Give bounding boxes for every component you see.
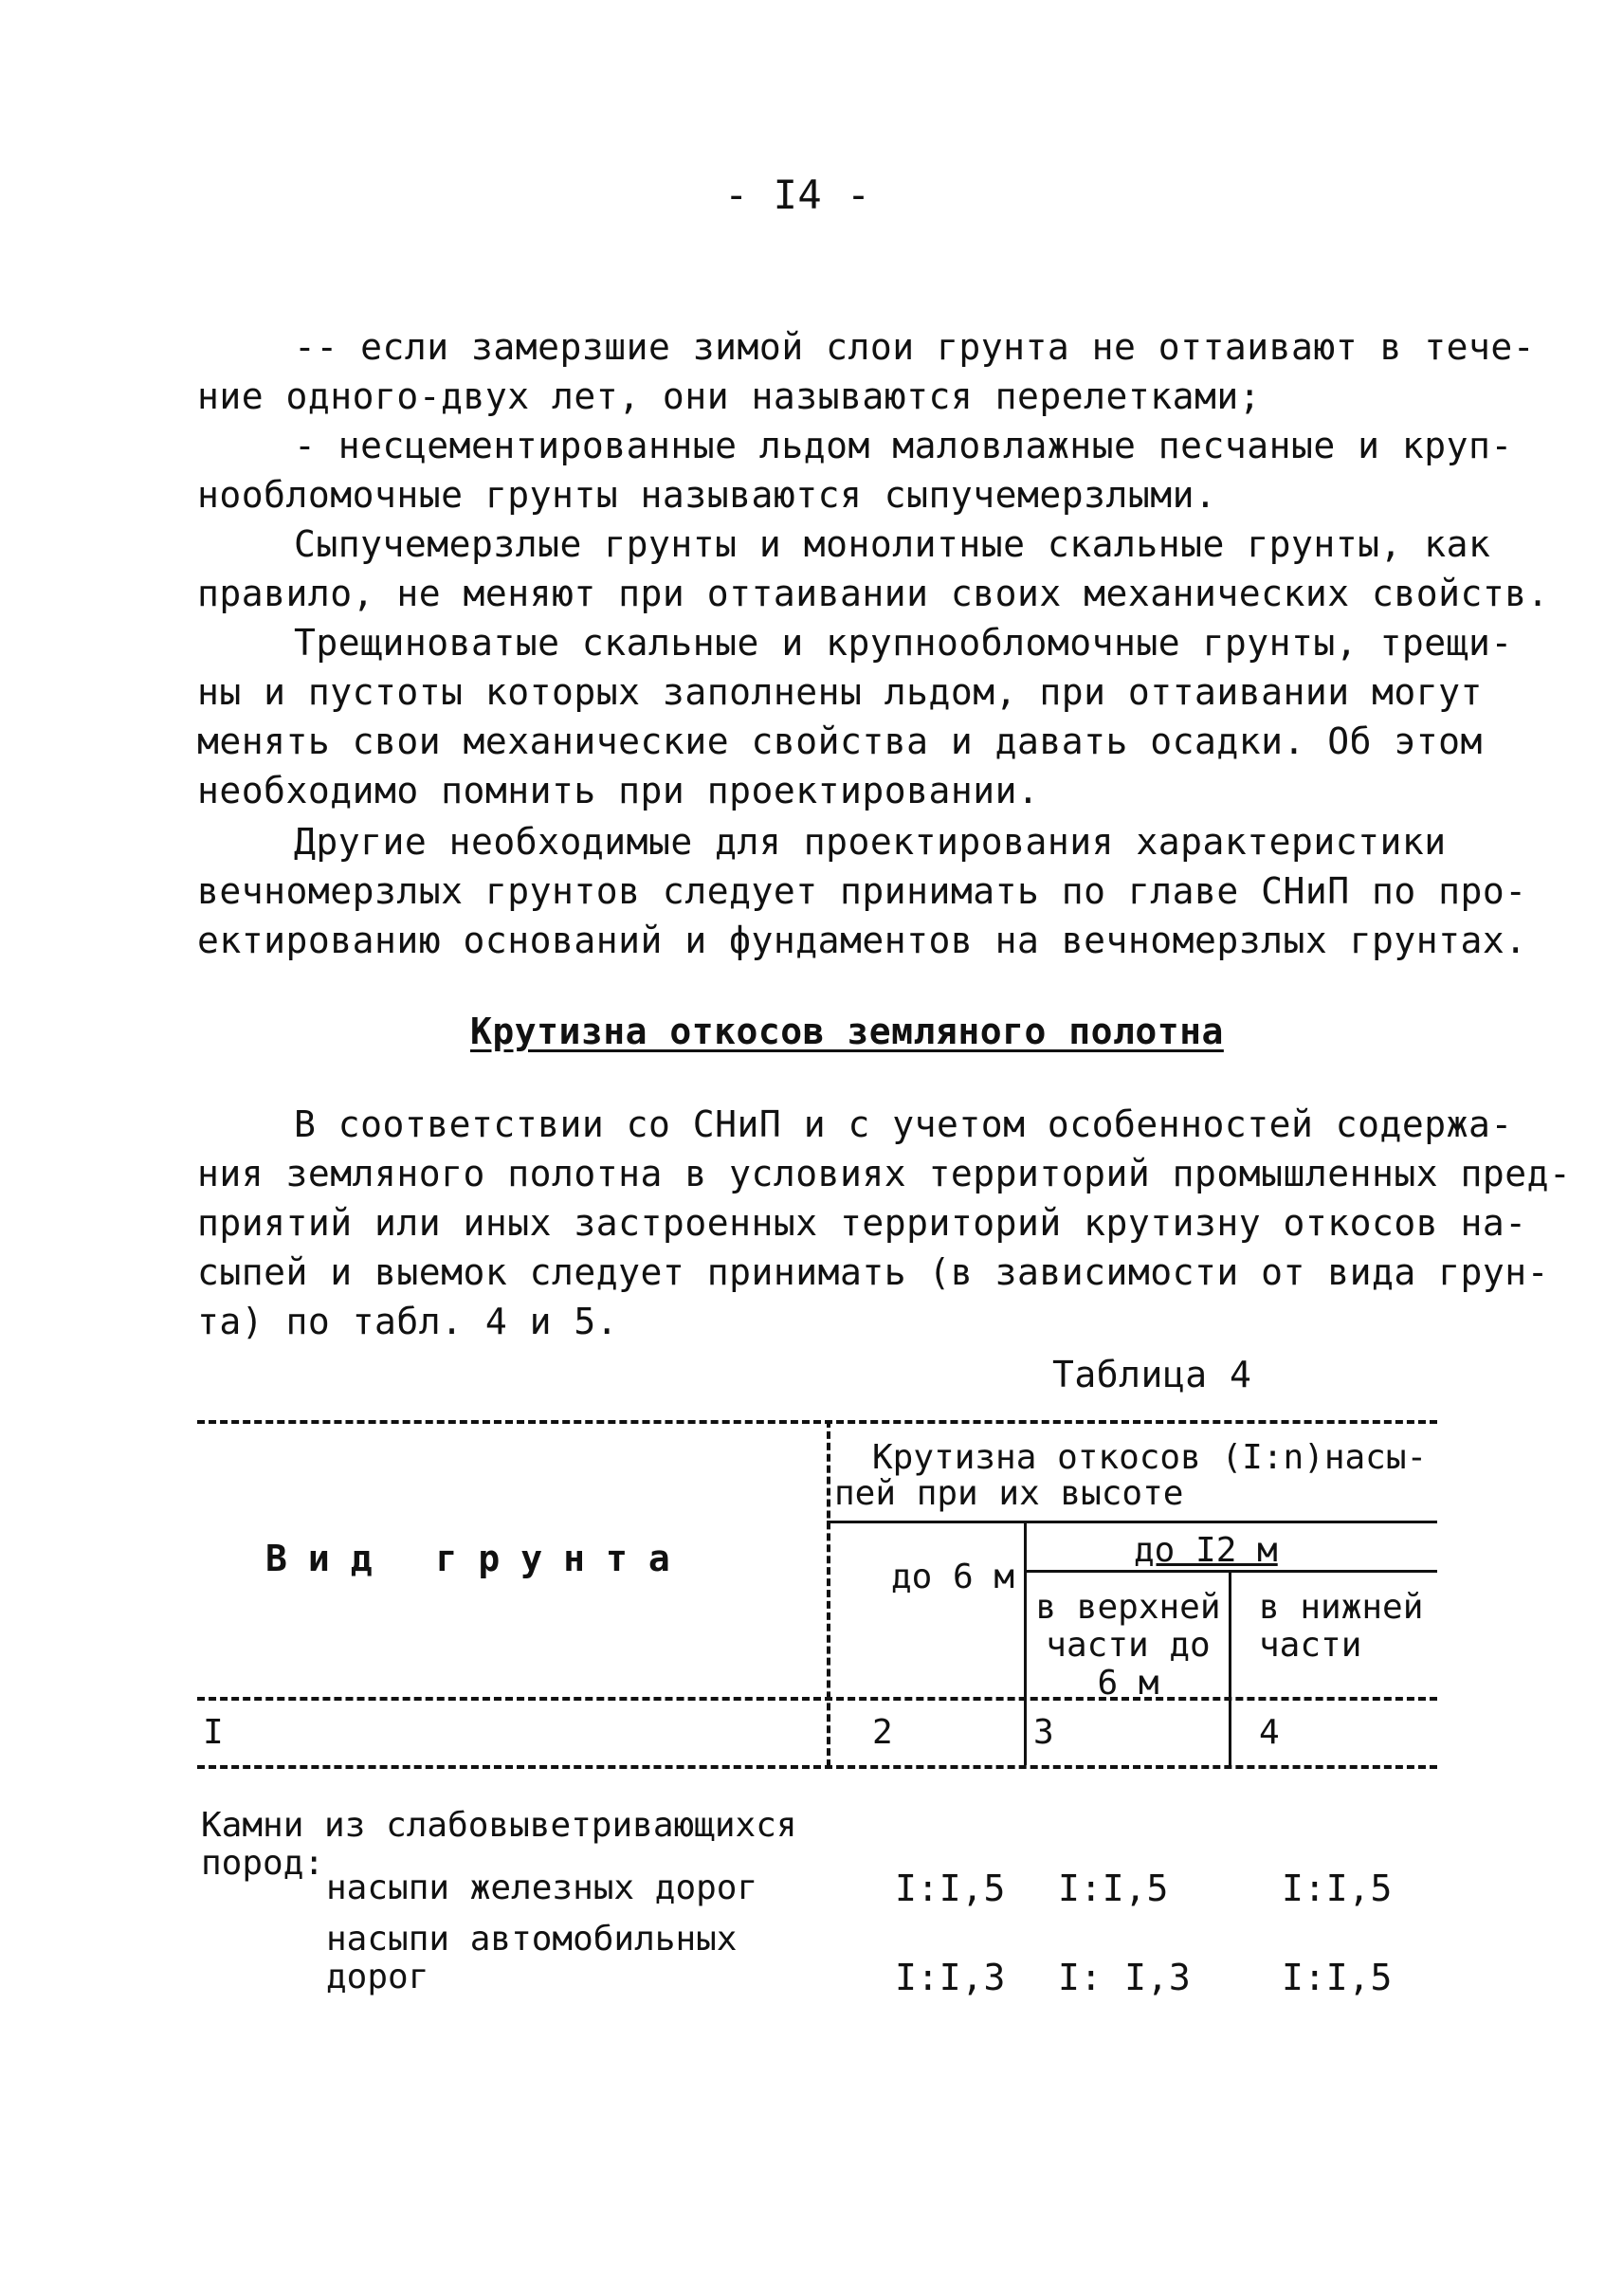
- group-header-rule: [827, 1521, 1437, 1523]
- text-line: В соответствии со СНиП и с учетом особенностей содержа-: [294, 1103, 1513, 1145]
- row-label-line: дорог: [326, 1958, 429, 1996]
- text-line: Сыпучемерзлые грунты и монолитные скальные грунты, как: [294, 523, 1491, 565]
- row-label: [326, 1921, 737, 1996]
- column-number: I: [203, 1713, 224, 1752]
- text-line: сыпей и выемок следует принимать (в зависимости от вида грун-: [197, 1251, 1550, 1293]
- value-cell: I: I,3: [1058, 1957, 1192, 1998]
- group-header-line: пей при их высоте: [834, 1474, 1184, 1513]
- table-caption: Таблица 4: [1052, 1354, 1252, 1395]
- column-header-soil: Вид грунта: [265, 1538, 691, 1579]
- value-cell: I:I,5: [1282, 1868, 1393, 1909]
- column-number: 3: [1033, 1713, 1054, 1752]
- row-label: насыпи железных дорог: [326, 1868, 758, 1907]
- section-title: Крутизна откосов земляного полотна: [470, 1011, 1224, 1052]
- row-label-line: насыпи автомобильных: [326, 1920, 738, 1959]
- column-header-upper: [1028, 1589, 1229, 1703]
- text-line: Другие необходимые для проектирования характеристики: [294, 821, 1447, 863]
- header-line: в верхней: [1035, 1588, 1221, 1627]
- text-line: ние одного-двух лет, они называются перелетками;: [197, 375, 1262, 417]
- text-line: нообломочные грунты называются сыпучемерзлыми.: [197, 474, 1217, 516]
- text-line: вечномерзлых грунтов следует принимать по главе СНиП по про-: [197, 870, 1527, 912]
- header-line: в нижней: [1259, 1588, 1424, 1627]
- value-cell: I:I,3: [895, 1957, 1006, 1998]
- text-line: необходимо помнить при проектировании.: [197, 770, 1040, 811]
- value-cell: I:I,5: [895, 1868, 1006, 1909]
- page-number: - I4 -: [724, 172, 871, 218]
- value-cell: I:I,5: [1282, 1957, 1393, 1998]
- header-line: части до: [1046, 1626, 1211, 1665]
- column-header-lower: [1259, 1589, 1423, 1665]
- header-line: части: [1259, 1626, 1362, 1665]
- table-divider: [1229, 1570, 1231, 1765]
- text-line: правило, не меняют при оттаивании своих механических свойств.: [197, 573, 1550, 614]
- text-line: -- если замерзшие зимой слои грунта не оттаивают в тече-: [294, 326, 1536, 368]
- column-number: 2: [872, 1713, 893, 1752]
- column-number: 4: [1259, 1713, 1280, 1752]
- text-line: Трещиноватые скальные и крупнообломочные грунты, трещи-: [294, 622, 1513, 664]
- column-header-12m: до I2 м: [1134, 1531, 1278, 1570]
- group-header-line: Крутизна откосов (I:n)насы-: [872, 1438, 1428, 1477]
- group-label-line: пород:: [201, 1844, 325, 1883]
- text-line: менять свои механические свойства и давать осадки. Об этом: [197, 720, 1483, 762]
- text-line: ны и пустоты которых заполнены льдом, при оттаивании могут: [197, 671, 1483, 713]
- group-label-line: Камни из слабовыветривающихся: [201, 1806, 797, 1845]
- text-line: ектированию оснований и фундаментов на вечномерзлых грунтах.: [197, 920, 1527, 961]
- value-cell: I:I,5: [1058, 1868, 1169, 1909]
- text-line: - несцементированные льдом маловлажные песчаные и круп-: [294, 425, 1513, 466]
- column-header-6m: до 6 м: [891, 1558, 1015, 1596]
- table-divider: [1024, 1521, 1027, 1765]
- numbers-top-rule: [197, 1697, 1437, 1701]
- text-line: приятий или иных застроенных территорий крутизну откосов на-: [197, 1202, 1527, 1244]
- text-line: ния земляного полотна в условиях территорий промышленных пред-: [197, 1153, 1572, 1194]
- header-line: 6 м: [1097, 1664, 1159, 1703]
- table-top-rule: [197, 1420, 1437, 1424]
- table-divider: [827, 1420, 830, 1767]
- numbers-bottom-rule: [197, 1765, 1437, 1769]
- text-line: та) по табл. 4 и 5.: [197, 1301, 619, 1342]
